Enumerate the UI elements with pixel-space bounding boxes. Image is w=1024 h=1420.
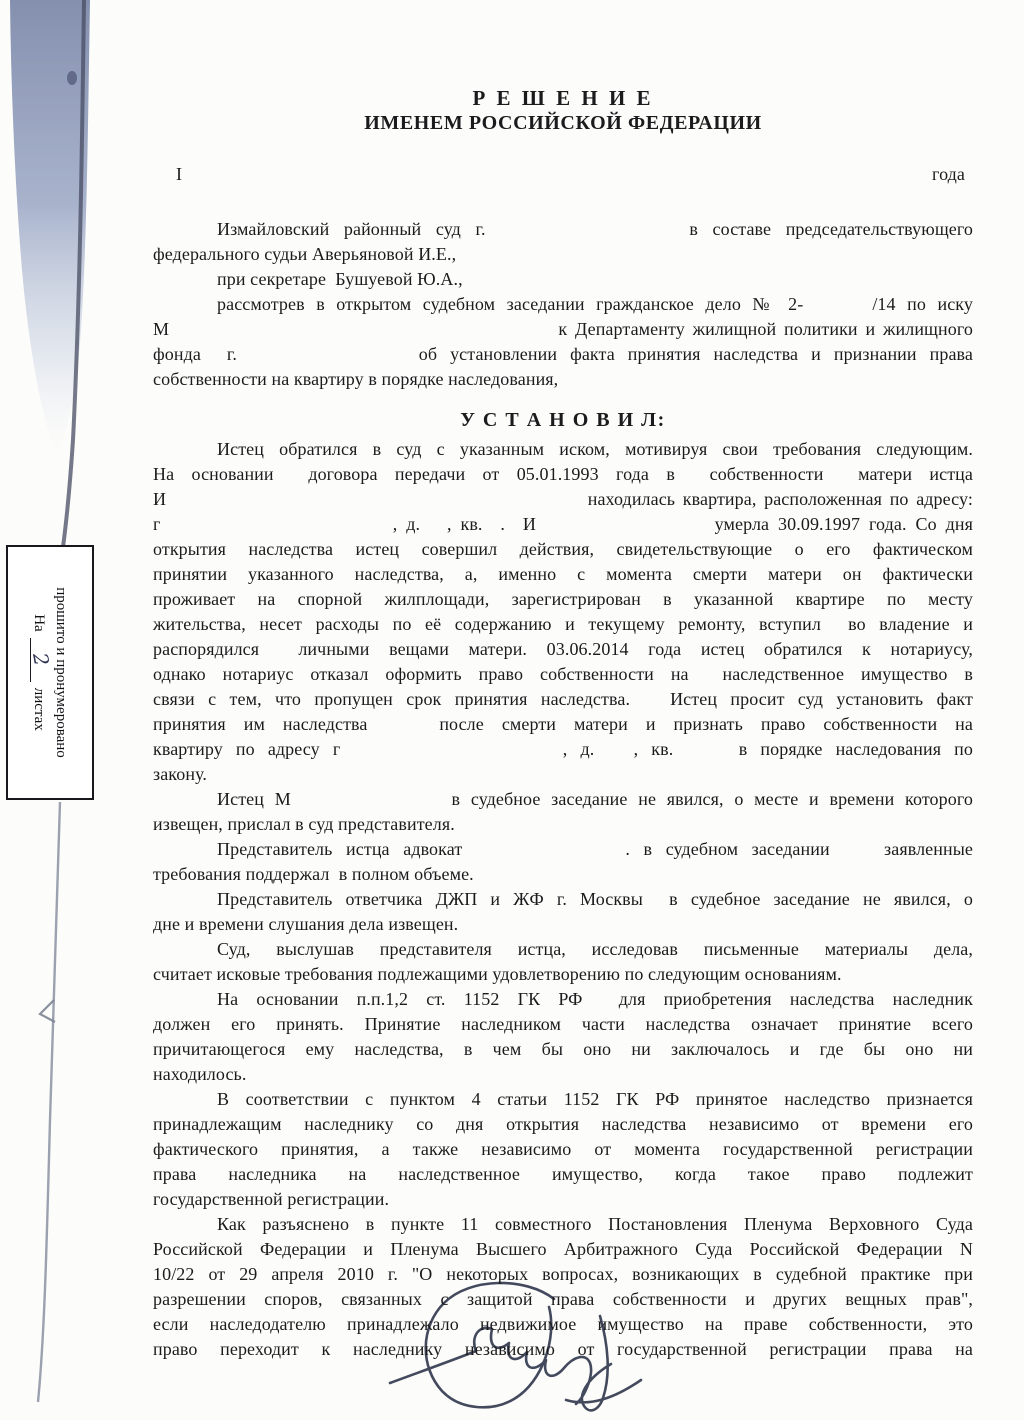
- line-section: У С Т А Н О В И Л:: [460, 409, 666, 431]
- text-line: разрешении споров, связанных с защитой права собственности и других вещных прав",: [153, 1289, 973, 1309]
- text-line: принадлежащим наследнику со дня открытия наследства независимо от времени его: [153, 1114, 973, 1134]
- text-line: считает исковые требования подлежащими удовлетворению по следующим основаниям.: [153, 964, 842, 984]
- text-line: Измайловский районный суд г. в составе председательствующего: [217, 219, 973, 239]
- text-line: Истец обратился в суд с указанным иском, мотивируя свои требования следующим.: [217, 439, 973, 459]
- document-body: [153, 86, 973, 1362]
- text-line: должен его принять. Принятие наследником части наследства означает принятие всего: [153, 1014, 973, 1034]
- line-dateline: [153, 162, 973, 187]
- text-line: Суд, выслушав представителя истца, исследовав письменные материалы дела,: [217, 939, 973, 959]
- text-line: при секретаре Бушуевой Ю.А.,: [217, 269, 463, 289]
- binding-edge-line: [63, 0, 84, 547]
- text-line: 10/22 от 29 апреля 2010 г. "О некоторых вопросах, возникающих в судебной практике при: [153, 1264, 973, 1284]
- text-line: дне и времени слушания дела извещен.: [153, 914, 459, 934]
- text-line: фонда г. об установлении факта принятия наследства и признании права: [153, 344, 973, 364]
- stamp-suffix: листах: [31, 687, 48, 731]
- stamp-line2: [28, 614, 55, 731]
- text-line: извещен, прислал в суд представителя.: [153, 814, 455, 834]
- text-line: И находилась квартира, расположенная по адресу:: [153, 489, 973, 509]
- binding-stamp: [6, 545, 94, 800]
- stamp-handwritten-count: 2: [28, 651, 55, 669]
- text-line: права наследника на наследственное имущество, когда такое право подлежит: [153, 1164, 973, 1184]
- text-line: жительства, несет расходы по её содержанию и текущему ремонту, вступил во владение и: [153, 614, 973, 634]
- text-line: если наследодателю принадлежало недвижимое имущество на праве собственности, это: [153, 1314, 973, 1334]
- text-line: федерального судьи Аверьяновой И.Е.,: [153, 244, 457, 264]
- binding-stamp-text: [8, 547, 92, 798]
- stamp-blank-line: [28, 638, 55, 682]
- text-line: принятии указанного наследства, а, именно с момента смерти матери он фактически: [153, 564, 973, 584]
- text-line: находилось.: [153, 1064, 247, 1084]
- text-line: причитающегося ему наследства, в чем бы оно ни заключалось и где бы оно ни: [153, 1039, 973, 1059]
- text-line: В соответствии с пунктом 4 статьи 1152 ГК РФ принятое наследство признается: [217, 1089, 973, 1109]
- text-line: закону.: [153, 764, 207, 784]
- line-title: Р Е Ш Е Н И Е: [472, 86, 654, 110]
- dateline-left: I: [176, 164, 183, 184]
- text-line: проживает на спорной жилплощади, зарегистрирован в указанной квартире по месту: [153, 589, 973, 609]
- text-line: рассмотрев в открытом судебном заседании гражданское дело № 2- /14 по иску: [217, 294, 973, 314]
- text-line: право переходит к наследнику независимо от государственной регистрации права на: [153, 1339, 973, 1359]
- text-line: Как разъяснено в пункте 11 совместного Постановления Пленума Верховного Суда: [217, 1214, 973, 1234]
- text-line: связи с тем, что пропущен срок принятия наследства. Истец просит суд установить факт: [153, 689, 973, 709]
- text-line: фактического принятия, а также независимо от момента государственной регистрации: [153, 1139, 973, 1159]
- fold-line: [38, 802, 60, 1402]
- text-line: Представитель истца адвокат . в судебном заседании заявленные: [217, 839, 973, 859]
- text-line: однако нотариус отказал оформить право собственности на наследственное имущество в: [153, 664, 973, 684]
- text-line: Истец М в судебное заседание не явился, о месте и времени которого: [217, 789, 973, 809]
- text-line: принятия им наследства после смерти матери и признать право собственности на: [153, 714, 973, 734]
- fold-arrow-mark: [40, 1000, 55, 1022]
- text-line: Представитель ответчика ДЖП и ЖФ г. Москвы в судебное заседание не явился, о: [217, 889, 973, 909]
- text-line: На основании договора передачи от 05.01.1993 года в собственности матери истца: [153, 464, 973, 484]
- text-line: распорядился личными вещами матери. 03.06.2014 года истец обратился к нотариусу,: [153, 639, 973, 659]
- stamp-prefix: На: [31, 614, 48, 632]
- binding-knot: [67, 71, 77, 85]
- text-line: М к Департаменту жилищной политики и жилищного: [153, 319, 973, 339]
- text-line: Российской Федерации и Пленума Высшего Арбитражного Суда Российской Федерации N: [153, 1239, 973, 1259]
- binding-edge-shadow: [10, 0, 90, 454]
- text-line: квартиру по адресу г , д. , кв. в порядке наследования по: [153, 739, 973, 759]
- text-line: На основании п.п.1,2 ст. 1152 ГК РФ для приобретения наследства наследник: [217, 989, 973, 1009]
- text-line: открытия наследства истец совершил действия, свидетельствующие о его фактическом: [153, 539, 973, 559]
- text-line: государственной регистрации.: [153, 1189, 390, 1209]
- dateline-right: года: [932, 164, 965, 184]
- stamp-line1: прошито и пронумеровано: [53, 587, 70, 758]
- text-line: собственности на квартиру в порядке наследования,: [153, 369, 559, 389]
- text-line: требования поддержал в полном объеме.: [153, 864, 474, 884]
- text-line: г , д. , кв. . И умерла 30.09.1997 года. Со дня: [153, 514, 973, 534]
- line-subtitle: ИМЕНЕМ РОССИЙСКОЙ ФЕДЕРАЦИИ: [364, 112, 762, 134]
